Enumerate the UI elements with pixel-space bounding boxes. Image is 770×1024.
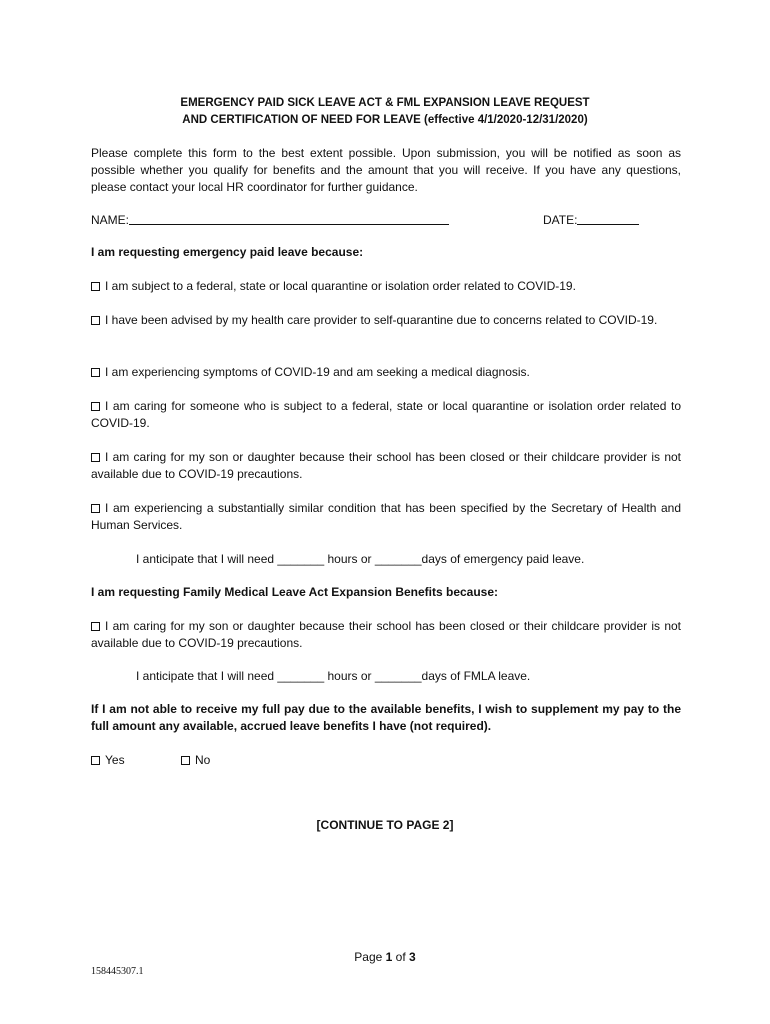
- form-title-line2: AND CERTIFICATION OF NEED FOR LEAVE (effective 4/1/2020-12/31/2020): [182, 114, 588, 126]
- date-field[interactable]: [543, 212, 639, 229]
- supplement-text: If I am not able to receive my full pay due to the available benefits, I wish to supplement my pay to the full amount any available, accrued leave benefits I have (not required).: [91, 702, 681, 733]
- page-of: of: [392, 950, 410, 964]
- document-id: 158445307.1: [91, 966, 144, 977]
- emergency-reason-1[interactable]: [91, 278, 681, 295]
- form-title-line1: EMERGENCY PAID SICK LEAVE ACT & FML EXPANSION LEAVE REQUEST: [180, 97, 590, 109]
- reason-text: I am caring for my son or daughter because their school has been closed or their childcare provider is not available due to COVID-19 precautions.: [91, 450, 681, 481]
- page-prefix: Page: [354, 950, 386, 964]
- name-label: NAME:: [91, 213, 130, 227]
- checkbox-icon[interactable]: [91, 504, 100, 513]
- fmla-reason[interactable]: [91, 618, 681, 652]
- emergency-heading: I am requesting emergency paid leave because:: [91, 245, 364, 259]
- checkbox-icon[interactable]: [91, 282, 100, 291]
- page-number: [0, 950, 770, 964]
- checkbox-icon[interactable]: [91, 316, 100, 325]
- emergency-reason-2[interactable]: [91, 312, 681, 329]
- emergency-reason-5[interactable]: [91, 449, 681, 483]
- page-total: 3: [409, 950, 416, 964]
- checkbox-icon[interactable]: [91, 402, 100, 411]
- reason-text: I am subject to a federal, state or local quarantine or isolation order related to COVID-19.: [105, 279, 576, 293]
- yes-label: Yes: [105, 753, 125, 767]
- intro-paragraph: Please complete this form to the best extent possible. Upon submission, you will be notified as soon as possible whether you qualify for benefits and the amount that you will receive. If you have any questions, please contact your local HR coordinator for further guidance.: [91, 146, 681, 194]
- emergency-reason-6[interactable]: [91, 500, 681, 534]
- emergency-reason-4[interactable]: [91, 398, 681, 432]
- reason-text: I am caring for my son or daughter because their school has been closed or their childcare provider is not available due to COVID-19 precautions.: [91, 619, 681, 650]
- no-label: No: [195, 753, 211, 767]
- name-blank-line[interactable]: [129, 212, 449, 225]
- emergency-reason-3[interactable]: [91, 364, 681, 381]
- emergency-anticipate-line[interactable]: I anticipate that I will need _______ hours or _______days of emergency paid leave.: [136, 552, 585, 566]
- continue-text: [CONTINUE TO PAGE 2]: [316, 818, 454, 832]
- reason-text: I have been advised by my health care provider to self-quarantine due to concerns related to COVID-19.: [105, 313, 658, 327]
- no-option[interactable]: [181, 752, 210, 769]
- name-field[interactable]: [91, 212, 449, 229]
- checkbox-icon[interactable]: [91, 368, 100, 377]
- fmla-anticipate-line[interactable]: I anticipate that I will need _______ hours or _______days of FMLA leave.: [136, 669, 531, 683]
- fmla-heading: I am requesting Family Medical Leave Act Expansion Benefits because:: [91, 585, 499, 599]
- reason-text: I am experiencing symptoms of COVID-19 and am seeking a medical diagnosis.: [105, 365, 530, 379]
- checkbox-icon[interactable]: [91, 453, 100, 462]
- reason-text: I am experiencing a substantially similar condition that has been specified by the Secretary of Health and Human Services.: [91, 501, 681, 532]
- yes-option[interactable]: [91, 752, 125, 769]
- page-current: 1: [385, 950, 393, 964]
- date-blank-line[interactable]: [577, 212, 639, 225]
- checkbox-icon[interactable]: [91, 622, 100, 631]
- reason-text: I am caring for someone who is subject to a federal, state or local quarantine or isolation order related to COVID-19.: [91, 399, 681, 430]
- checkbox-icon[interactable]: [91, 756, 100, 765]
- checkbox-icon[interactable]: [181, 756, 190, 765]
- date-label: DATE:: [543, 213, 578, 227]
